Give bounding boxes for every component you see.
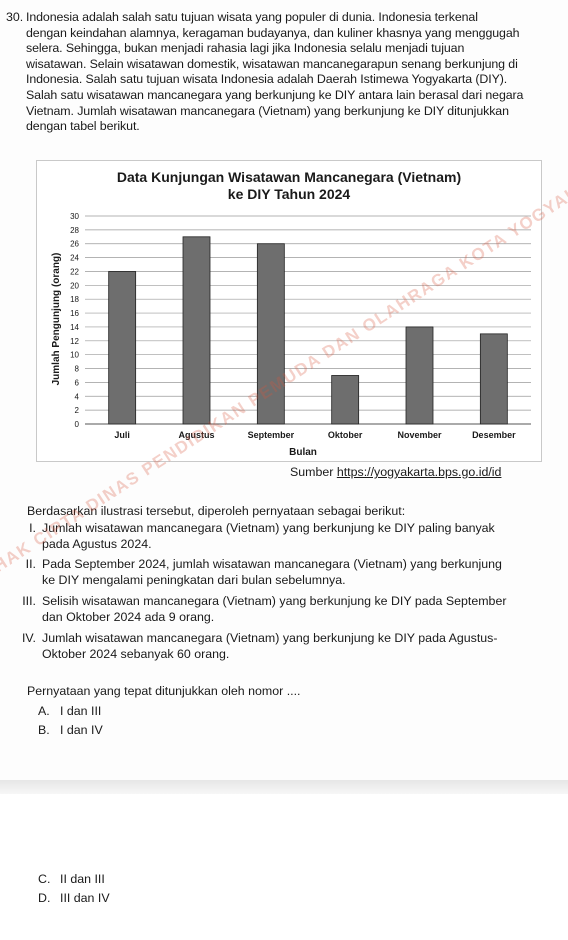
statement-text	[42, 520, 522, 552]
y-tick-label: 16	[70, 309, 79, 319]
option-letter: D.	[38, 891, 51, 905]
statements-intro: Berdasarkan ilustrasi tersebut, diperoleh pernyataan sebagai berikut:	[27, 504, 406, 518]
y-tick-label: 26	[70, 239, 79, 249]
option-a[interactable]	[38, 704, 101, 718]
question-line: Indonesia adalah salah satu tujuan wisata yang populer di dunia. Indonesia terkenal	[26, 10, 478, 24]
chart-source	[290, 465, 501, 479]
statement-text	[42, 556, 522, 588]
y-tick-label: 14	[70, 322, 79, 332]
y-tick-label: 12	[70, 336, 79, 346]
statement-number: III.	[22, 594, 36, 608]
x-tick-label: Desember	[472, 430, 516, 440]
option-d[interactable]	[38, 891, 110, 905]
chart-title: Data Kunjungan Wisatawan Mancanegara (Vietnam)	[116, 169, 462, 185]
y-tick-label: 24	[70, 253, 79, 263]
x-tick-label: Oktober	[327, 430, 363, 440]
bar-desember	[480, 334, 507, 424]
statement-line: Selisih wisatawan mancanegara (Vietnam) yang berkunjung ke DIY pada September	[42, 594, 507, 608]
chart-title: ke DIY Tahun 2024	[227, 186, 351, 202]
statement-line: Jumlah wisatawan mancanegara (Vietnam) yang berkunjung ke DIY pada Agustus-	[42, 631, 498, 645]
x-tick-label: Agustus	[178, 430, 215, 440]
x-axis-label: Bulan	[289, 447, 317, 458]
question-line: Vietnam. Jumlah wisatawan mancanegara (Vietnam) yang berkunjung ke DIY ditunjukkan	[26, 103, 509, 118]
question-line: dengan tabel berikut.	[26, 119, 140, 134]
x-tick-label: Juli	[114, 430, 130, 440]
y-tick-label: 20	[70, 281, 79, 291]
bar-juli	[109, 271, 136, 424]
bar-oktober	[332, 375, 359, 424]
statement-text	[42, 630, 522, 662]
y-tick-label: 8	[74, 364, 79, 374]
y-tick-label: 10	[70, 350, 79, 360]
option-b[interactable]	[38, 723, 103, 737]
statement-line: ke DIY mengalami peningkatan dari bulan sebelumnya.	[42, 573, 346, 587]
y-tick-label: 2	[74, 406, 79, 416]
y-tick-label: 18	[70, 295, 79, 305]
x-tick-label: November	[397, 430, 442, 440]
option-c[interactable]	[38, 872, 105, 886]
y-tick-label: 0	[74, 420, 79, 429]
y-tick-label: 4	[74, 392, 79, 402]
y-tick-label: 28	[70, 225, 79, 235]
y-tick-label: 6	[74, 378, 79, 388]
statement-line: dan Oktober 2024 ada 9 orang.	[42, 610, 215, 624]
question-line: selera. Sehingga, bukan menjadi rahasia lagi jika Indonesia selalu menjadi tujuan	[26, 41, 465, 56]
chart-gridlines	[85, 216, 531, 424]
y-tick-label: 22	[70, 267, 79, 277]
y-axis-label: Jumlah Pengunjung (orang)	[51, 252, 62, 386]
y-tick-label: 30	[70, 212, 79, 221]
bar-chart-svg	[37, 161, 541, 461]
bar-chart	[36, 160, 542, 462]
option-letter: B.	[38, 723, 50, 737]
page-break-shadow	[0, 780, 568, 794]
bar-november	[406, 327, 433, 424]
source-prefix: Sumber	[290, 465, 337, 479]
option-text: I dan III	[60, 704, 102, 718]
statement-line: Jumlah wisatawan mancanegara (Vietnam) yang berkunjung ke DIY paling banyak	[42, 521, 495, 535]
question-number: 30.	[6, 10, 24, 24]
x-axis-ticks	[114, 430, 516, 440]
bar-agustus	[183, 237, 210, 424]
question-prompt: Pernyataan yang tepat ditunjukkan oleh nomor ....	[27, 684, 301, 698]
option-letter: A.	[38, 704, 50, 718]
x-tick-label: September	[247, 430, 295, 440]
source-link[interactable]: https://yogyakarta.bps.go.id/id	[336, 465, 502, 479]
question-line: Salah satu wisatawan mancanegara yang berkunjung ke DIY antara lain berasal dari negara	[26, 87, 524, 102]
copyright-watermark: HAK CIPTA DINAS PENDIDIKAN PEMUDA DAN OLAHRAGA KOTA	[0, 228, 511, 576]
y-axis-ticks	[70, 212, 79, 429]
statement-number: IV.	[21, 631, 36, 645]
option-text: I dan IV	[60, 723, 103, 737]
option-letter: C.	[38, 872, 51, 886]
statement-text	[42, 593, 522, 625]
question-text	[26, 10, 542, 135]
statement-number: I.	[29, 521, 36, 535]
statement-line: Oktober 2024 sebanyak 60 orang.	[42, 647, 230, 661]
statement-number: II.	[25, 557, 36, 571]
question-line: Indonesia. Salah satu tujuan wisata Indonesia adalah Daerah Istimewa Yogyakarta (DIY).	[26, 72, 508, 87]
option-text: III dan IV	[60, 891, 110, 905]
statement-line: Pada September 2024, jumlah wisatawan mancanegara (Vietnam) yang berkunjung	[42, 557, 502, 571]
question-line: wisatawan. Selain wisatawan domestik, wisatawan mancanegarapun senang berkunjung di	[26, 56, 518, 71]
option-text: II dan III	[60, 872, 105, 886]
question-line: dengan keindahan alamnya, keragaman budayanya, dan kuliner khasnya yang menggugah	[26, 25, 520, 40]
bar-september	[257, 244, 284, 424]
statement-line: pada Agustus 2024.	[42, 537, 152, 551]
